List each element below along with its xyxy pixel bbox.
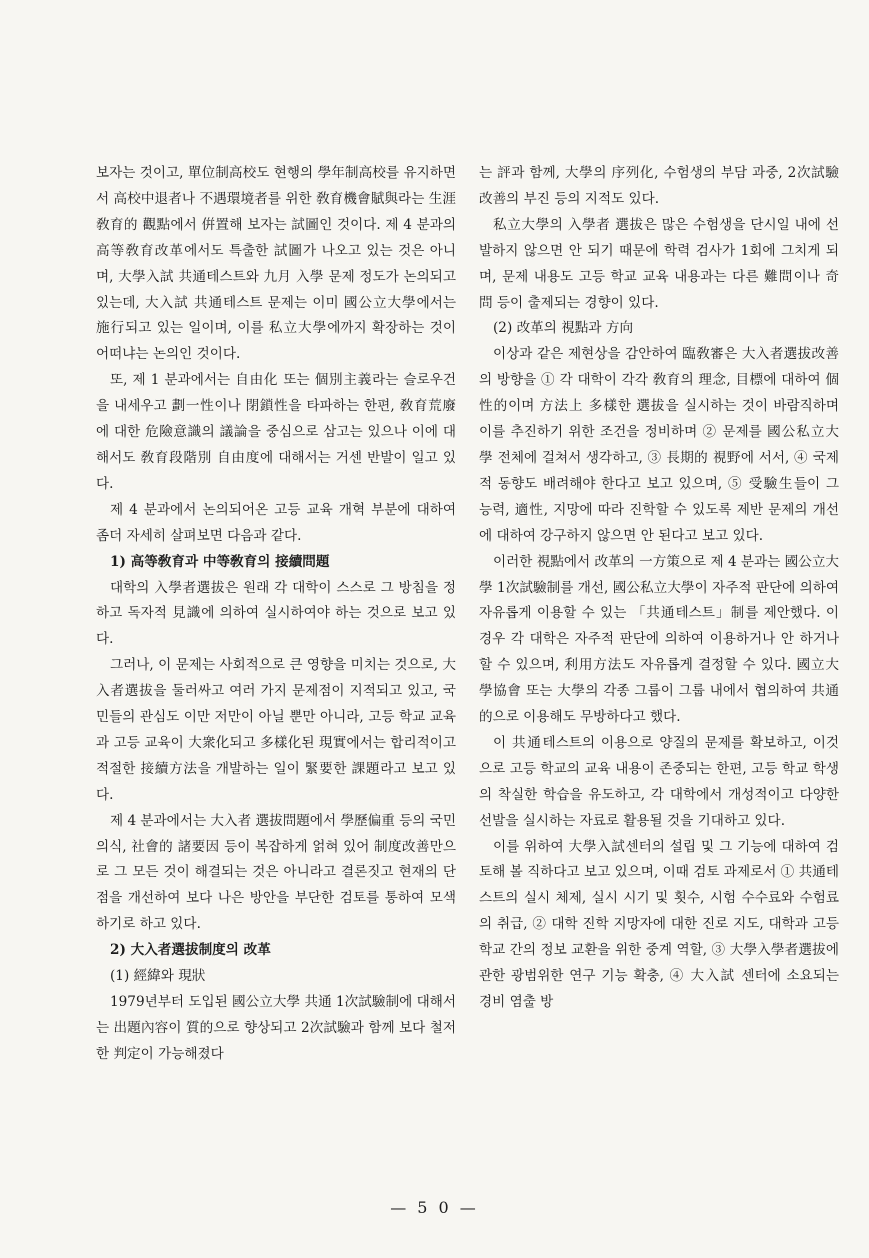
paragraph: 이 共通테스트의 이용으로 양질의 문제를 확보하고, 이것으로 고등 학교의 교육 내용이 존중되는 한편, 고등 학교 학생의 착실한 학습을 유도하고, 각 대학에서 개성적이고 다양한 선발을 실시하는 자료로 활용될 것을 기대하고 있다. xyxy=(479,734,839,829)
paragraph: 제 4 분과에서 논의되어온 고등 교육 개혁 부분에 대하여 좀더 자세히 살펴보면 다음과 같다. xyxy=(96,501,456,544)
left-column xyxy=(96,161,456,1068)
section-heading: 2) 大入者選拔制度의 改革 xyxy=(110,942,271,959)
paragraph: 私立大學의 入學者 選拔은 많은 수험생을 단시일 내에 선발하지 않으면 안 되기 때문에 학력 검사가 1회에 그치게 되며, 문제 내용도 고등 학교 교육 내용과는 다른 難問이나 奇問 등이 출제되는 경향이 있다. xyxy=(479,216,839,311)
paragraph: 제 4 분과에서는 大入者 選拔問題에서 學歷偏重 등의 국민 의식, 社會的 諸要因 등이 복잡하게 얽혀 있어 制度改善만으로 그 모든 것이 해결되는 것은 아니라고 결론짓고 현재의 단점을 개선하여 보다 나은 방안을 부단한 검토를 통하여 모색하기로 하고 있다. xyxy=(96,812,457,933)
subsection-heading: (2) 改革의 視點과 方向 xyxy=(493,320,634,337)
paragraph: 이상과 같은 제현상을 감안하여 臨敎審은 大入者選拔改善의 방향을 ① 각 대학이 각각 敎育의 理念, 目標에 대하여 個性的이며 方法上 多樣한 選拔을 실시하는 것이 바람직하며 이를 추진하기 위한 조건을 정비하며 ② 문제를 國公私立大學 전체에 걸쳐서 생각하고, ③ 長期的 視野에 서서, ④ 국제적 동향도 배려해야 한다고 보고 있으며, ⑤ 受驗生들이 그 능력, 適性, 지망에 따라 진학할 수 있도록 제반 문제의 개선에 대하여 강구하지 않으면 안 된다고 보고 있다. xyxy=(479,346,839,544)
paragraph-continuation: 는 評과 함께, 大學의 序列化, 수험생의 부담 과중, 2次試驗改善의 부진 등의 지적도 있다. xyxy=(479,165,839,207)
paragraph: 이를 위하여 大學入試센터의 설립 및 그 기능에 대하여 검토해 볼 직하다고 보고 있으며, 이때 검토 과제로서 ① 共通테스트의 실시 체제, 실시 시기 및 횟수, 시험 수수료와 수험료의 취급, ② 대학 진학 지망자에 대한 진로 지도, 대학과 고등 학교 간의 정보 교환을 위한 중계 역할, ③ 大學入學者選拔에 관한 광범위한 연구 기능 확충, ④ 大入試 센터에 소요되는 경비 염출 방 xyxy=(479,838,839,1010)
paragraph: 1979년부터 도입된 國公立大學 共通 1次試驗制에 대해서는 出題內容이 質的으로 향상되고 2次試驗과 함께 보다 철저한 判定이 가능해졌다 xyxy=(96,994,456,1062)
paragraph-continuation: 보자는 것이고, 單位制高校도 현행의 學年制高校를 유지하면서 高校中退者나 不遇環境者를 위한 敎育機會賦與라는 生涯敎育的 觀點에서 倂置해 보자는 試圖인 것이다. 제 4 분과의 高等敎育改革에서도 특출한 試圖가 나오고 있는 것은 아니며, 大學入試 共通테스트와 九月 入學 문제 정도가 논의되고 있는데, 大入試 共通테스트 문제는 이미 國公立大學에서는 施行되고 있는 일이며, 이를 私立大學에까지 확장하는 것이 어떠냐는 논의인 것이다. xyxy=(96,165,456,363)
paragraph: 대학의 入學者選拔은 원래 각 대학이 스스로 그 방침을 정하고 독자적 見識에 의하여 실시하여야 하는 것으로 보고 있다. xyxy=(96,579,456,648)
paragraph: 이러한 視點에서 改革의 一方策으로 제 4 분과는 國公立大學 1次試驗制를 개선, 國公私立大學이 자주적 판단에 의하여 자유롭게 이용할 수 있는 「共通테스트」制를 제안했다. 이 경우 각 대학은 자주적 판단에 의하여 이용하거나 안 하거나 할 수 있으며, 利用方法도 자유롭게 결정할 수 있다. 國立大學協會 또는 大學의 각종 그룹이 그룹 내에서 협의하여 共通的으로 이용해도 무방하다고 했다. xyxy=(479,553,840,726)
page-number: — 5 0 — xyxy=(390,1198,479,1217)
section-heading: 1) 高等敎育과 中等敎育의 接續問題 xyxy=(110,553,330,570)
right-column xyxy=(479,161,839,1016)
subsection-heading: (1) 經緯와 現狀 xyxy=(110,968,206,985)
paragraph: 그러나, 이 문제는 사회적으로 큰 영향을 미치는 것으로, 大入者選拔을 둘러싸고 여러 가지 문제점이 지적되고 있고, 국민들의 관심도 이만 저만이 아닐 뿐만 아니라, 고등 학교 교육과 고등 교육이 大衆化되고 多樣化된 現實에서는 합리적이고 적절한 接續方法을 개발하는 일이 緊要한 課題라고 보고 있다. xyxy=(96,657,456,803)
paragraph: 또, 제 1 분과에서는 自由化 또는 個別主義라는 슬로우건을 내세우고 劃一性이나 閉鎖性을 타파하는 한편, 敎育荒廢에 대한 危險意識의 議論을 중심으로 삼고는 있으나 이에 대해서도 敎育段階別 自由度에 대해서는 거센 반발이 일고 있다. xyxy=(96,372,456,492)
